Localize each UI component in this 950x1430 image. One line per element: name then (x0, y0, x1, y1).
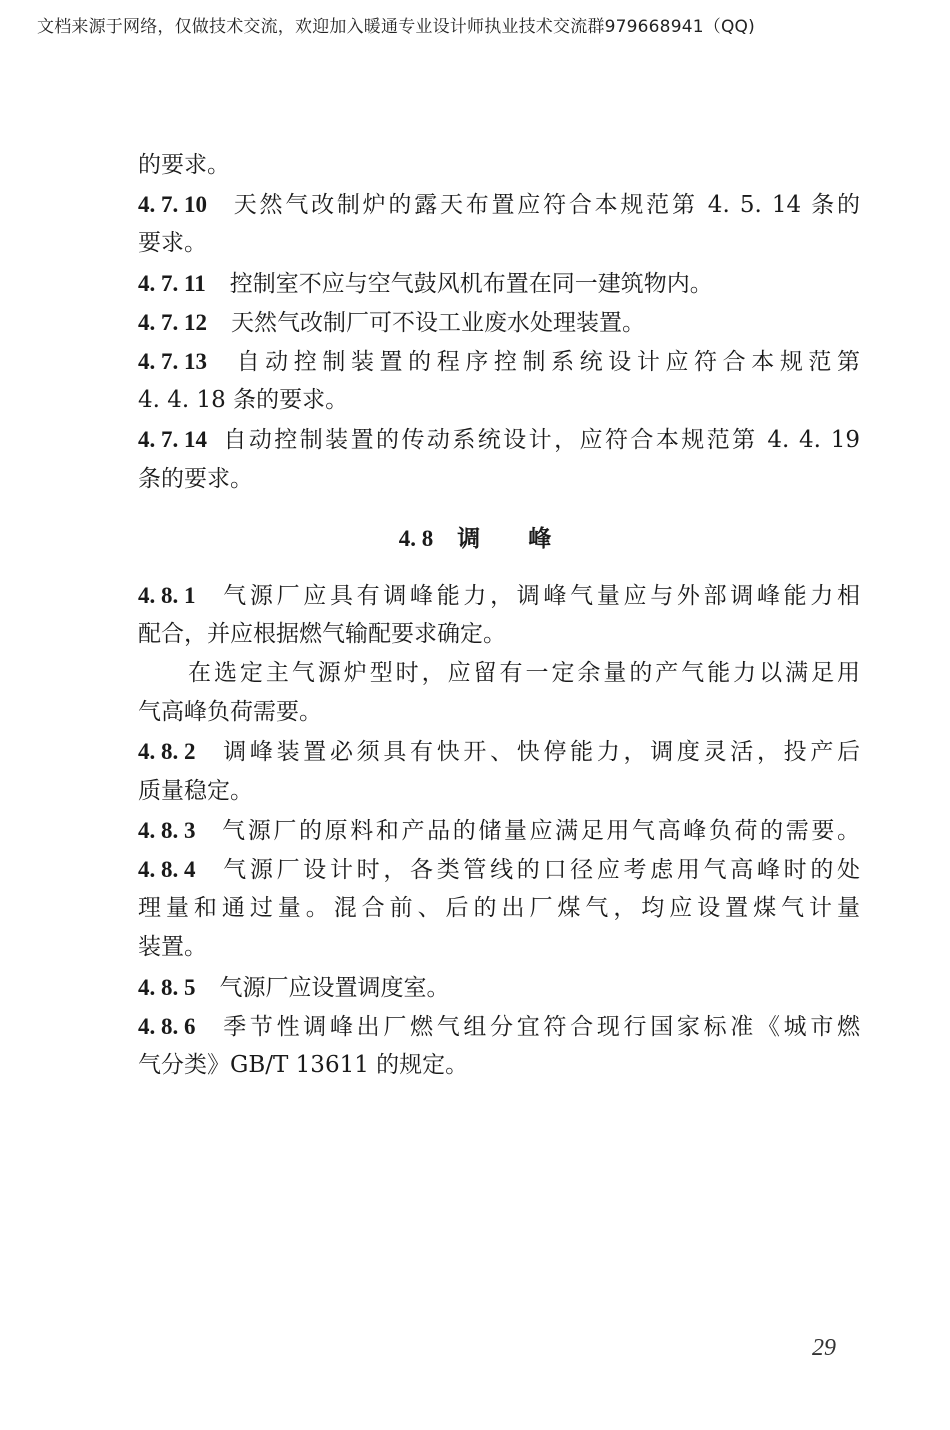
clause-4-8-3: 4. 8. 3 气源厂的原料和产品的储量应满足用气高峰负荷的需要。 (138, 811, 860, 850)
clause-4-7-11: 4. 7. 11 控制室不应与空气鼓风机布置在同一建筑物内。 (138, 264, 860, 303)
clause-4-7-10: 4. 7. 10 天然气改制炉的露天布置应符合本规范第 4. 5. 14 条的 (138, 185, 860, 224)
text-line: 要求。 (138, 230, 207, 257)
text-line: 条的要求。 (138, 465, 253, 492)
clause-number: 4. 8. 6 (138, 1013, 196, 1039)
watermark-header: 文档来源于网络，仅做技术交流，欢迎加入暖通专业设计师执业技术交流群979668941（QQ) (37, 17, 755, 37)
clause-number: 4. 7. 13 (138, 348, 207, 374)
section-title: 调峰 (457, 524, 600, 552)
clause-4-8-4: 4. 8. 4 气源厂设计时，各类管线的口径应考虑用气高峰时的处 (138, 850, 860, 889)
clause-number: 4. 7. 10 (138, 192, 207, 218)
clause-4-7-12: 4. 7. 12 天然气改制厂可不设工业废水处理装置。 (138, 303, 860, 342)
clause-4-8-6: 4. 8. 6 季节性调峰出厂燃气组分宜符合现行国家标准《城市燃 (138, 1007, 860, 1046)
clause-number: 4. 8. 4 (138, 857, 196, 882)
clause-number: 4. 8. 2 (138, 739, 196, 765)
clause-4-8-5: 4. 8. 5 气源厂应设置调度室。 (138, 968, 860, 1007)
clause-4-7-13: 4. 7. 13 自动控制装置的程序控制系统设计应符合本规范第 (138, 342, 860, 381)
clause-number: 4. 8. 5 (138, 974, 196, 1000)
page-number: 29 (812, 1335, 836, 1361)
clause-number: 4. 8. 1 (138, 582, 196, 608)
section-number: 4. 8 (398, 525, 434, 551)
text-line: 4. 4. 18 条的要求。 (138, 387, 349, 414)
clause-4-7-14: 4. 7. 14 自动控制装置的传动系统设计，应符合本规范第 4. 4. 19 (138, 420, 860, 459)
text-line: 配合，并应根据燃气输配要求确定。 (138, 620, 506, 647)
document-body (138, 146, 860, 1085)
clause-number: 4. 7. 14 (138, 427, 207, 453)
text-line: 气分类》GB/T 13611 的规定。 (138, 1051, 469, 1078)
clause-4-8-2: 4. 8. 2 调峰装置必须具有快开、快停能力，调度灵活，投产后 (138, 732, 860, 771)
text-line: 气高峰负荷需要。 (138, 699, 322, 726)
text-line: 质量稳定。 (138, 777, 253, 804)
clause-4-8-1: 4. 8. 1 气源厂应具有调峰能力，调峰气量应与外部调峰能力相 (138, 576, 860, 615)
section-heading (138, 519, 860, 558)
clause-number: 4. 8. 3 (138, 817, 196, 843)
clause-number: 4. 7. 11 (138, 270, 206, 296)
text-line: 装置。 (138, 934, 207, 961)
text-line: 的要求。 (138, 152, 230, 178)
paragraph-indent: 在选定主气源炉型时，应留有一定余量的产气能力以满足用 (188, 660, 860, 687)
text-line: 理量和通过量。混合前、后的出厂煤气，均应设置煤气计量 (138, 895, 860, 922)
clause-number: 4. 7. 12 (138, 309, 207, 335)
